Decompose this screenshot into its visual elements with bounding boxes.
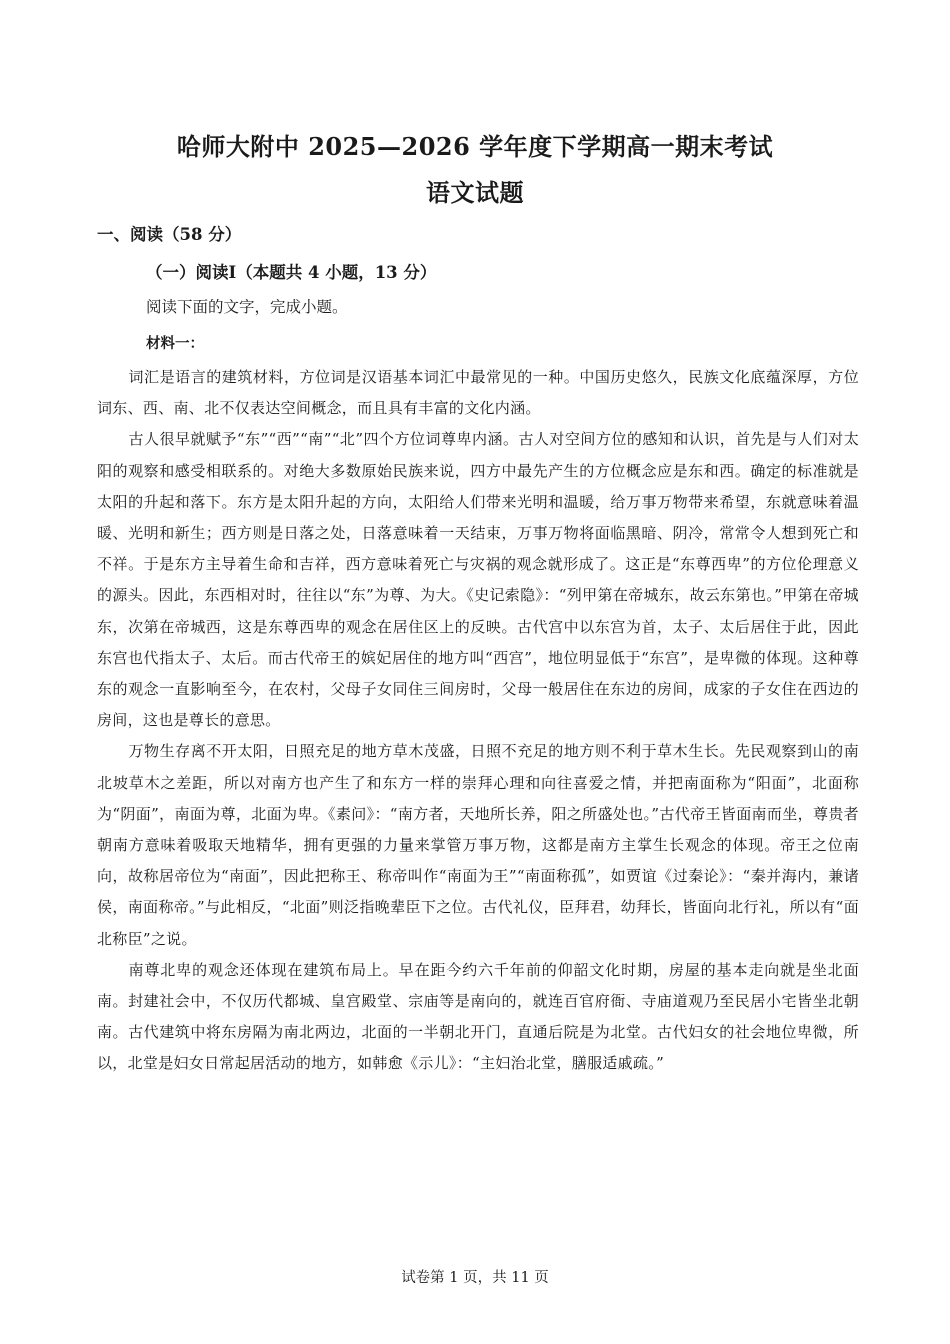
- passage-paragraph-2: 古人很早就赋予“东”“西”“南”“北”四个方位词尊卑内涵。古人对空间方位的感知和认识，首先是与人们对太阳的观察和感受相联系的。对绝大多数原始民族来说，四方中最先产生的方位概念应是东和西。确定的标准就是太阳的升起和落下。东方是太阳升起的方向，太阳给人们带来光明和温暖，给万事万物带来希望，东就意味着温暖、光明和新生；西方则是日落之处，日落意味着一天结束，万事万物将面临黑暗、阴冷，常常令人想到死亡和不祥。于是东方主导着生命和吉祥，西方意味着死亡与灾祸的观念就形成了。这正是“东尊西卑”的方位伦理意义的源头。因此，东西相对时，往往以“东”为尊、为大。《史记索隐》：“列甲第在帝城东，故云东第也。”甲第在帝城东，次第在帝城西，这是东尊西卑的观念在居住区上的反映。古代宫中以东宫为首，太子、太后居住于此，因此东宫也代指太子、太后。而古代帝王的嫔妃居住的地方叫“西宫”，地位明显低于“东宫”，是卑微的体现。这种尊东的观念一直影响至今，在农村，父母子女同住三间房时，父母一般居住在东边的房间，成家的子女住在西边的房间，这也是尊长的意思。: [97, 430, 859, 730]
- exam-subtitle: 语文试题: [426, 178, 524, 207]
- passage-body: [97, 362, 859, 1080]
- exam-title: 哈师大附中 2025—2026 学年度下学期高一期末考试: [176, 132, 774, 161]
- passage-paragraph-3: 万物生存离不开太阳，日照充足的地方草木茂盛，日照不充足的地方则不利于草木生长。先民观察到山的南北坡草木之差距，所以对南方也产生了和东方一样的崇拜心理和向往喜爱之情，并把南面称为“阳面”，北面称为“阴面”，南面为尊，北面为卑。《素问》：“南方者，天地所长养，阳之所盛处也。”古代帝王皆面南而坐，尊贵者朝南方意味着吸取天地精华，拥有更强的力量来掌管万事万物，这都是南方主掌生长观念的体现。帝王之位南向，故称居帝位为“南面”，因此把称王、称帝叫作“南面为王”“南面称孤”，如贾谊《过秦论》：“秦并海内，兼诸侯，南面称帝。”与此相反，“北面”则泛指晚辈臣下之位。古代礼仪，臣拜君，幼拜长，皆面向北行礼，所以有“面北称臣”之说。: [97, 742, 859, 948]
- passage-paragraph-1: 词汇是语言的建筑材料，方位词是汉语基本词汇中最常见的一种。中国历史悠久，民族文化底蕴深厚，方位词东、西、南、北不仅表达空间概念，而且具有丰富的文化内涵。: [97, 368, 859, 418]
- section-heading: 一、阅读（58 分）: [97, 225, 242, 244]
- subsection-heading: （一）阅读I（本题共 4 小题，13 分）: [146, 263, 437, 282]
- reading-instruction: 阅读下面的文字，完成小题。: [146, 298, 348, 316]
- page-footer: 试卷第 1 页，共 11 页: [401, 1270, 549, 1286]
- passage-paragraph-4: 南尊北卑的观念还体现在建筑布局上。早在距今约六千年前的仰韶文化时期，房屋的基本走向就是坐北面南。封建社会中，不仅历代都城、皇宫殿堂、宗庙等是南向的，就连百官府衙、寺庙道观乃至民居小宅皆坐北朝南。古代建筑中将东房隔为南北两边，北面的一半朝北开门，直通后院是为北堂。古代妇女的社会地位卑微，所以，北堂是妇女日常起居活动的地方，如韩愈《示儿》：“主妇治北堂，膳服适戚疏。”: [97, 960, 859, 1073]
- material-label: 材料一：: [146, 335, 204, 352]
